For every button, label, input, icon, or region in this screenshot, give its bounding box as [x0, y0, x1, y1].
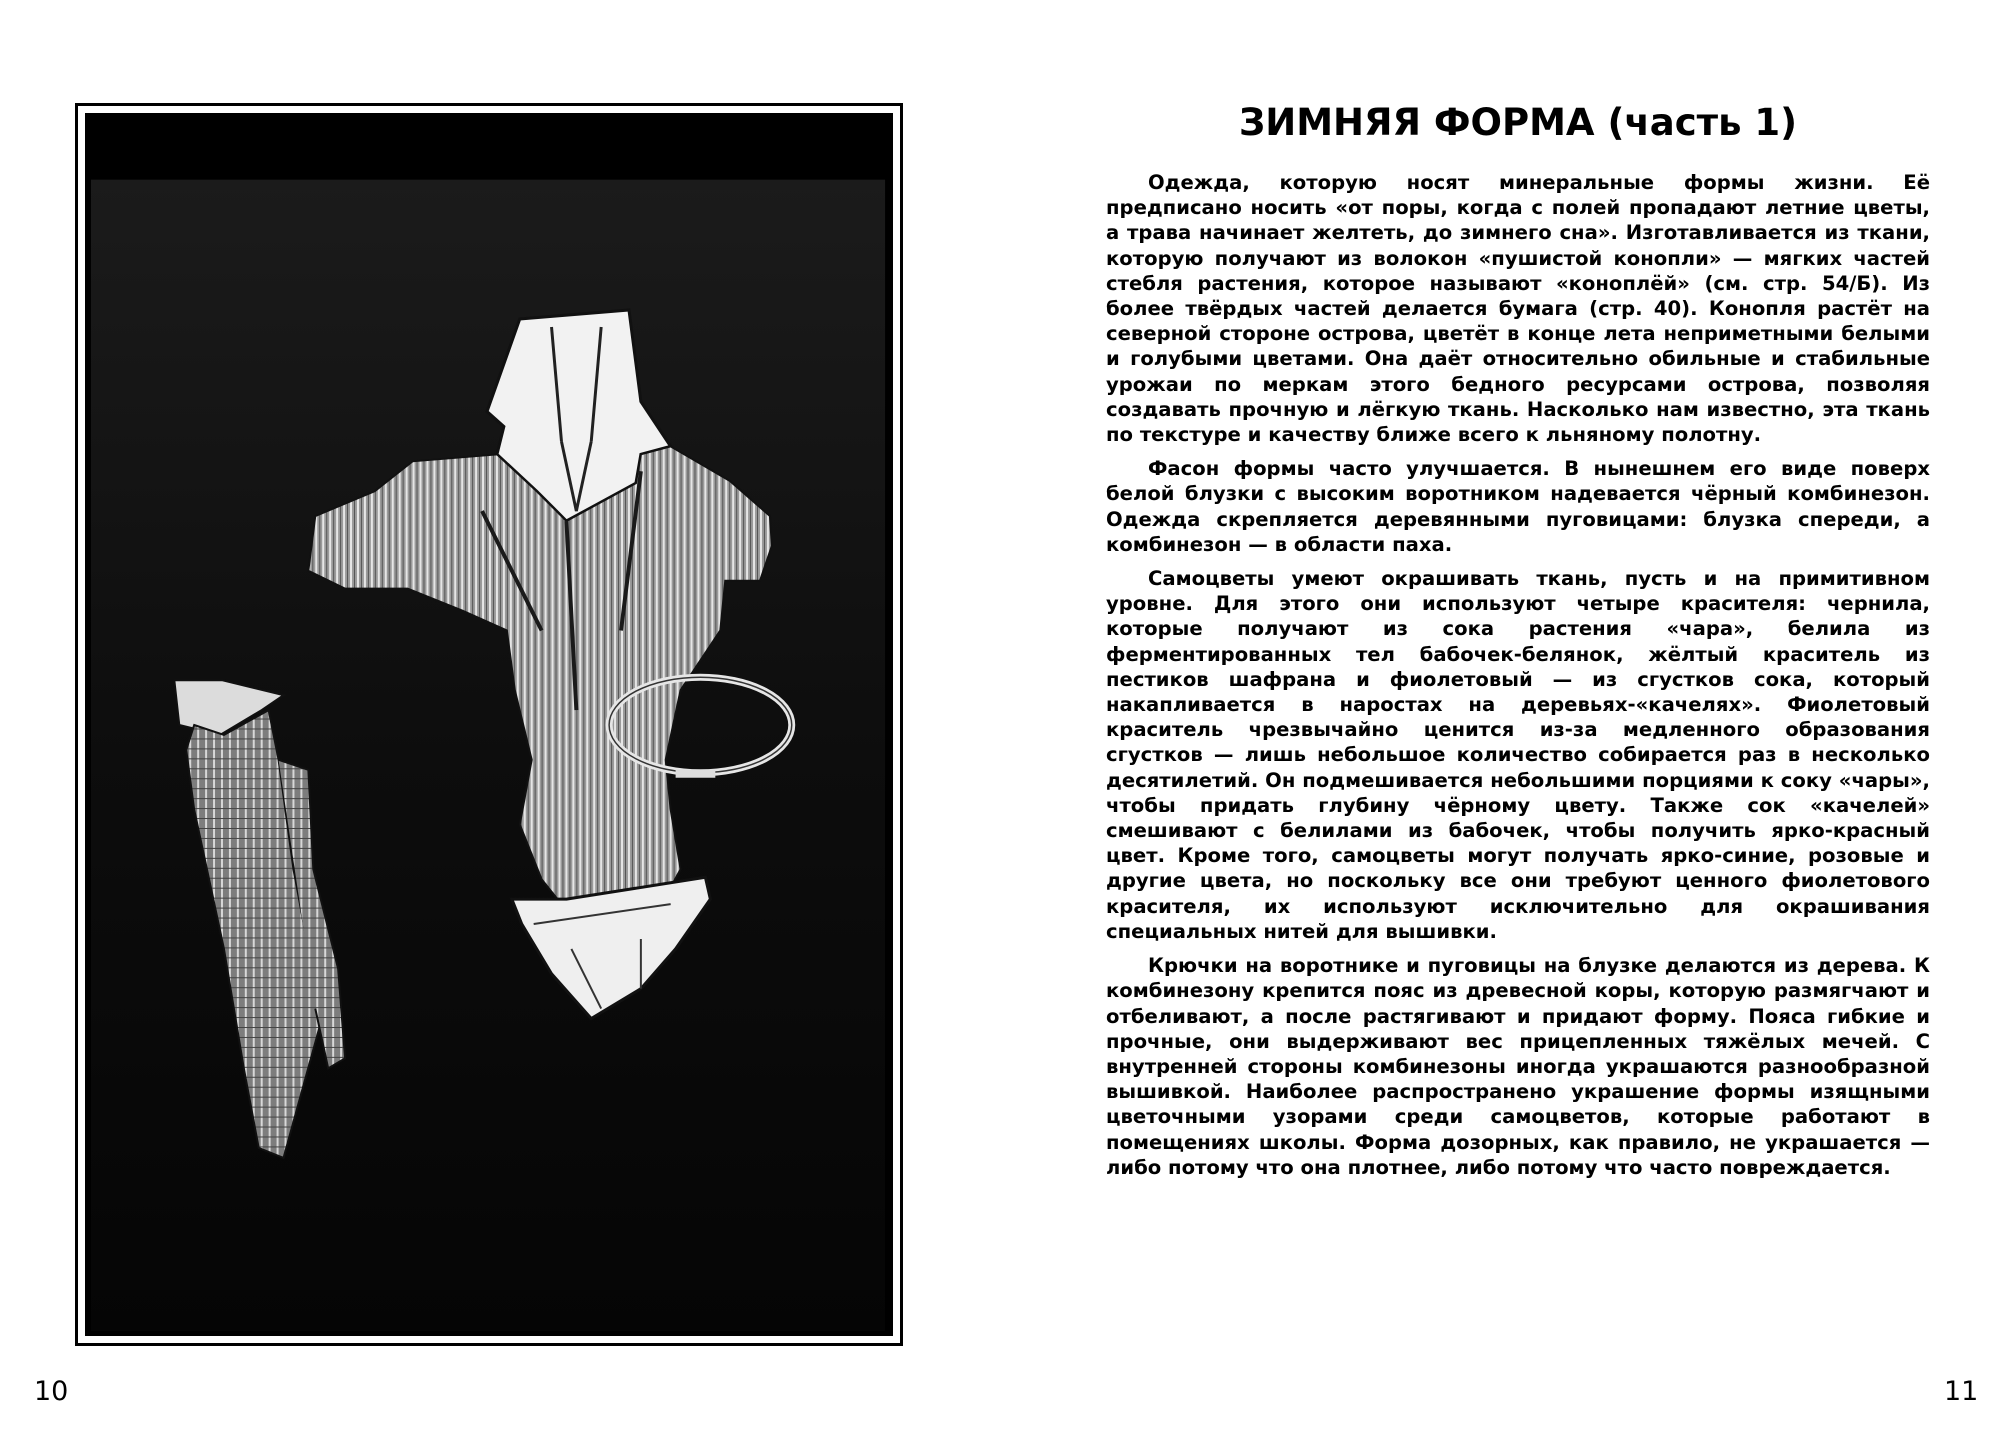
page-number-right: 11 — [1944, 1376, 1979, 1407]
winter-uniform-illustration — [85, 113, 893, 1336]
article-body — [1106, 170, 1930, 1189]
paragraph-3: Самоцветы умеют окрашивать ткань, пусть и на примитивном уровне. Для этого они используют четыре красителя: чернила, которые получают из сока растения «чара», белила из ферментированных тел бабочек-белянок, жёлтый краситель из пестиков шафрана и фиолетовый — из сгустков сока, который накапливается в наростах на деревьях-«качелях». Фиолетовый краситель чрезвычайно ценится из-за медленного образования сгустков — лишь небольшое количество собирается раз в несколько десятилетий. Он подмешивается небольшими порциями к соку «чары», чтобы придать глубину чёрному цвету. Также сок «качелей» смешивают с белилами из бабочек, чтобы получить ярко-красный цвет. Кроме того, самоцветы могут получать ярко-синие, розовые и другие цвета, но поскольку все они требуют ценного фиолетового красителя, их используют исключительно для окрашивания специальных нитей для вышивки. — [1106, 567, 1930, 943]
paragraph-4: Крючки на воротнике и пуговицы на блузке делаются из дерева. К комбинезону крепится пояс из древесной коры, которую размягчают и отбеливают, а после растягивают и придают форму. Пояса гибкие и прочные, они выдерживают вес прицепленных тяжёлых мечей. С внутренней стороны комбинезоны иногда украшаются разнообразной вышивкой. Наиболее распространено украшение формы изящными цветочными узорами среди самоцветов, которые работают в помещениях школы. Форма дозорных, как правило, не украшается — либо потому что она плотнее, либо потому что часто повреждается. — [1106, 954, 1930, 1179]
illustration-frame — [75, 103, 903, 1346]
page-number-left: 10 — [34, 1376, 69, 1407]
paragraph-1: Одежда, которую носят минеральные формы жизни. Её предписано носить «от поры, когда с полей пропадают летние цветы, а трава начинает желтеть, до зимнего сна». Изготавливается из ткани, которую получают из волокон «пушистой конопли» — мягких частей стебля растения, которое называют «коноплёй» (см. стр. 54/Б). Из более твёрдых частей делается бумага (стр. 40). Конопля растёт на северной стороне острова, цветёт в конце лета неприметными белыми и голубыми цветами. Она даёт относительно обильные и стабильные урожаи по меркам этого бедного ресурсами острова, позволяя создавать прочную и лёгкую ткань. Насколько нам известно, эта ткань по текстуре и качеству ближе всего к льняному полотну. — [1106, 171, 1930, 447]
paragraph-2: Фасон формы часто улучшается. В нынешнем его виде поверх белой блузки с высоким воротником надевается чёрный комбинезон. Одежда скрепляется деревянными пуговицами: блузка спереди, а комбинезон — в области паха. — [1106, 457, 1930, 556]
belt-piece — [676, 770, 716, 778]
page-title: ЗИМНЯЯ ФОРМА (часть 1) — [1238, 101, 1798, 144]
